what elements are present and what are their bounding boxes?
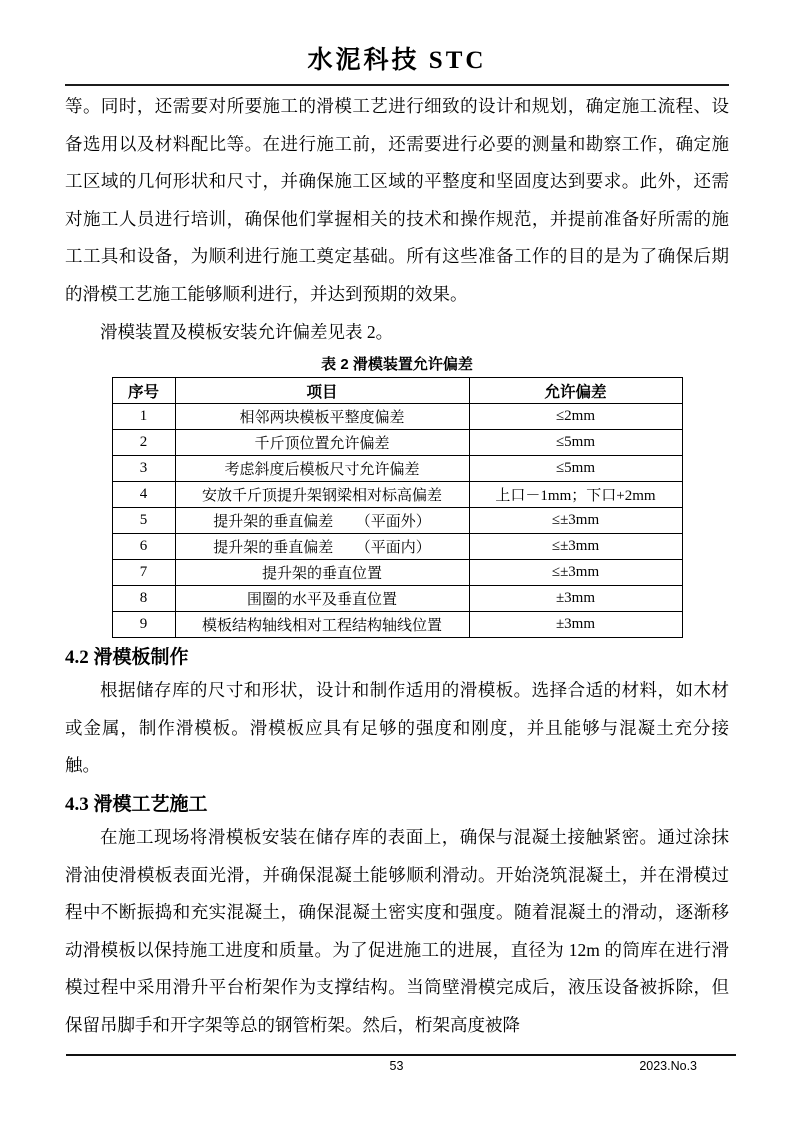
cell-item: 千斤顶位置允许偏差 [175,430,469,456]
cell-item: 相邻两块模板平整度偏差 [175,404,469,430]
table-row [112,612,682,638]
paragraph-table-intro: 滑模装置及模板安装允许偏差见表 2。 [100,321,394,342]
cell-no: 1 [112,404,175,430]
table-row [112,508,682,534]
section-heading-4-3: 4.3 滑模工艺施工 [65,793,208,815]
cell-item: 考虑斜度后模板尺寸允许偏差 [175,456,469,482]
table-row [112,534,682,560]
cell-no: 9 [112,612,175,638]
cell-item: 模板结构轴线相对工程结构轴线位置 [175,612,469,638]
page-content [65,0,729,1045]
cell-deviation: ≤±3mm [469,534,682,560]
table-row [112,404,682,430]
cell-no: 2 [112,430,175,456]
paragraph-continuation: 等。同时，还需要对所要施工的滑模工艺进行细致的设计和规划，确定施工流程、设备选用以及材料配比等。在进行施工前，还需要进行必要的测量和勘察工作，确定施工区域的几何形状和尺寸，并确保施工区域的平整度和坚固度达到要求。此外，还需对施工人员进行培训，确保他们掌握相关的技术和操作规范，并提前准备好所需的施工工具和设备，为顺利进行施工奠定基础。所有这些准备工作的目的是为了确保后期的滑模工艺施工能够顺利进行，并达到预期的效果。 [65,96,729,304]
column-header-item: 项目 [175,378,469,404]
header-rule [65,84,729,86]
table-header-row [112,378,682,404]
cell-item: 围圈的水平及垂直位置 [175,586,469,612]
section-heading-4-2: 4.2 滑模板制作 [65,647,189,669]
cell-no: 4 [112,482,175,508]
footer-rule [66,1054,736,1056]
cell-deviation: ≤±3mm [469,560,682,586]
column-header-deviation: 允许偏差 [469,378,682,404]
cell-item: 提升架的垂直偏差 （平面内） [175,534,469,560]
cell-item: 提升架的垂直位置 [175,560,469,586]
page-number: 53 [389,1059,404,1073]
paragraph-4-3: 在施工现场将滑模板安装在储存库的表面上，确保与混凝土接触紧密。通过涂抹滑油使滑模板表面光滑，并确保混凝土能够顺利滑动。开始浇筑混凝土，并在滑模过程中不断振捣和充实混凝土，确保混凝土密实度和强度。随着混凝土的滑动，逐渐移动滑模板以保持施工进度和质量。为了促进施工的进展，直径为 12m 的筒库在进行滑模过程中采用滑升平台桁架作为支撑结构。当筒壁滑模完成后，液压设备被拆除，但保留吊脚手和开字架等总的钢管桁架。然后，桁架高度被降 [65,826,730,1035]
cell-no: 6 [112,534,175,560]
table-row [112,430,682,456]
cell-no: 5 [112,508,175,534]
allowed-deviation-table [112,377,683,638]
cell-deviation: ≤5mm [469,430,682,456]
cell-deviation: 上口－1mm；下口+2mm [469,482,682,508]
cell-deviation: ±3mm [469,612,682,638]
cell-deviation: ±3mm [469,586,682,612]
table-row [112,456,682,482]
cell-no: 8 [112,586,175,612]
cell-no: 7 [112,560,175,586]
paragraph-4-2: 根据储存库的尺寸和形状，设计和制作适用的滑模板。选择合适的材料，如木材或金属，制作滑模板。滑模板应具有足够的强度和刚度，并且能够与混凝土充分接触。 [65,680,729,776]
cell-item: 安放千斤顶提升架钢梁相对标高偏差 [175,482,469,508]
cell-deviation: ≤2mm [469,404,682,430]
table-row [112,482,682,508]
cell-deviation: ≤5mm [469,456,682,482]
table-caption: 表 2 滑模装置允许偏差 [321,356,473,374]
issue-label: 2023.No.3 [639,1059,697,1073]
column-header-no: 序号 [112,378,175,404]
cell-item: 提升架的垂直偏差 （平面外） [175,508,469,534]
cell-no: 3 [112,456,175,482]
cell-deviation: ≤±3mm [469,508,682,534]
table-row [112,560,682,586]
journal-title: 水泥科技 STC [307,47,487,74]
table-row [112,586,682,612]
